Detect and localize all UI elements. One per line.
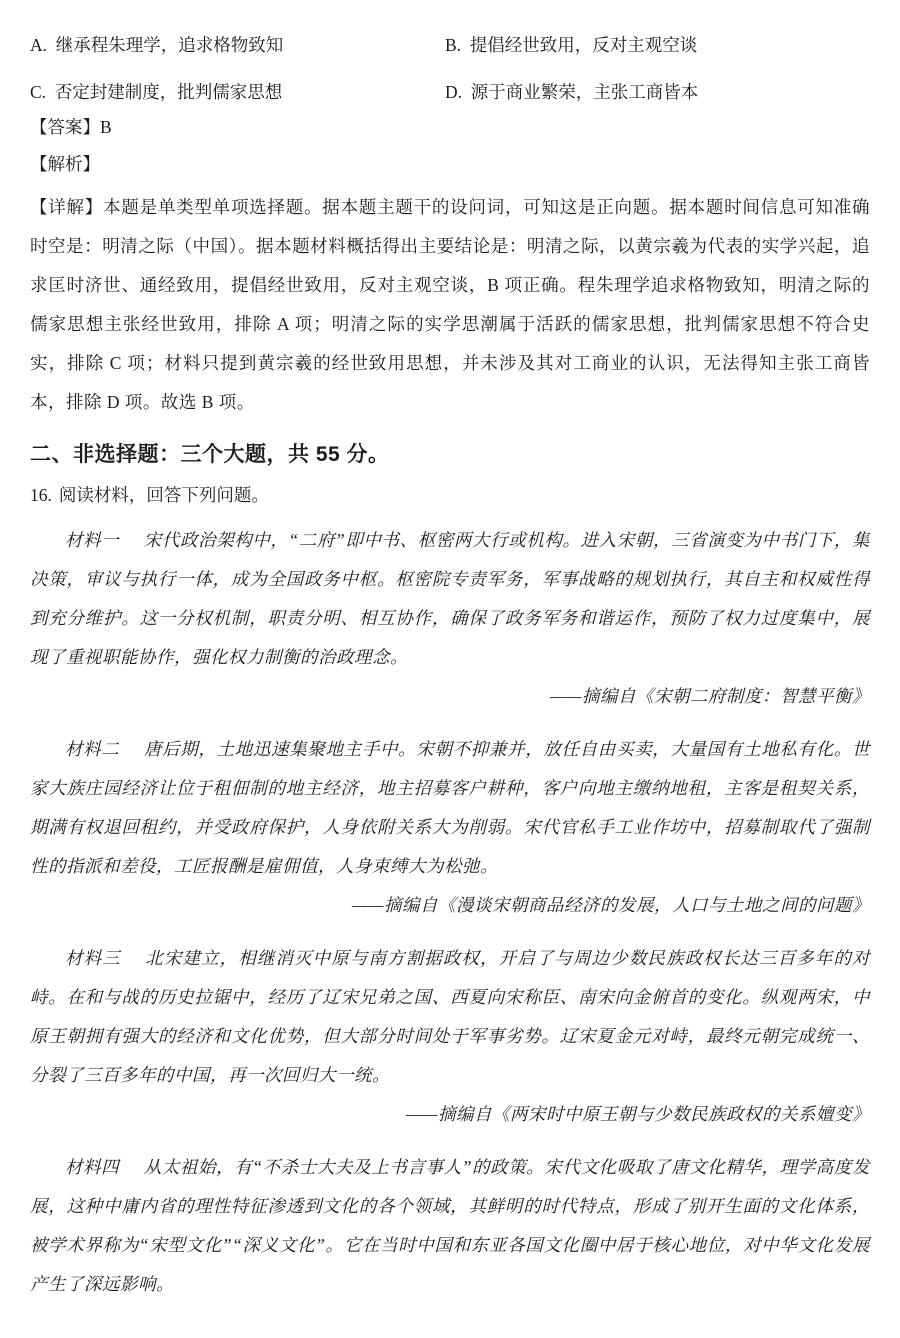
answer-label: 【答案】 (30, 117, 100, 137)
option-d (445, 83, 870, 102)
option-a (30, 36, 445, 55)
option-a-key: A. (30, 35, 48, 55)
question-number: 16. (30, 485, 52, 505)
analysis-label: 【解析】 (30, 154, 100, 174)
option-b-key: B. (445, 35, 462, 55)
material-1-paragraph (30, 521, 870, 677)
material-2-paragraph (30, 730, 870, 886)
question-16-intro (30, 486, 870, 505)
material-4-label: 材料四 (65, 1157, 120, 1177)
material-2-label: 材料二 (65, 739, 120, 759)
detail-text: 本题是单类型单项选择题。据本题主题干的设问词，可知这是正向题。据本题时间信息可知准确时空是：明清之际（中国）。据本题材料概括得出主要结论是：明清之际，以黄宗羲为代表的实学兴起，追求匡时济世、通经致用，提倡经世致用，反对主观空谈，B 项正确。程朱理学追求格物致知，明清之际的儒家思想主张经世致用，排除 A 项；明清之际的实学思潮属于活跃的儒家思想，批判儒家思想不符合史实，排除 C 项；材料只提到黄宗羲的经世致用思想，并未涉及其对工商业的认识，无法得知主张工商皆本，排除 D 项。故选 B 项。 (30, 197, 871, 412)
material-3-source: ——摘编自《两宋时中原王朝与少数民族政权的关系嬗变》 (405, 1104, 870, 1124)
option-c (30, 83, 445, 102)
option-a-text: 继承程朱理学，追求格物致知 (55, 35, 284, 55)
material-1-source: ——摘编自《宋朝二府制度：智慧平衡》 (549, 686, 870, 706)
option-d-key: D. (445, 82, 463, 102)
analysis-line (30, 155, 870, 174)
detail-paragraph (30, 188, 870, 422)
option-c-key: C. (30, 82, 47, 102)
material-3-text: 北宋建立，相继消灭中原与南方割据政权，开启了与周边少数民族政权长达三百多年的对峙。在和与战的历史拉锯中，经历了辽宋兄弟之国、西夏向宋称臣、南宋向金俯首的变化。纵观两宋，中原王朝拥有强大的经济和文化优势，但大部分时间处于军事劣势。辽宋夏金元对峙，最终元朝完成统一、分裂了三百多年的中国，再一次回归大一统。 (30, 948, 871, 1085)
material-1-label: 材料一 (65, 530, 120, 550)
question-intro-text: 阅读材料，回答下列问题。 (58, 485, 269, 505)
material-2-source: ——摘编自《漫谈宋朝商品经济的发展，人口与土地之间的问题》 (351, 895, 870, 915)
option-b (445, 36, 870, 55)
answer-line (30, 118, 870, 137)
material-1-text: 宋代政治架构中，“二府”即中书、枢密两大行或机构。进入宋朝，三省演变为中书门下，集决策，审议与执行一体，成为全国政务中枢。枢密院专责军务，军事战略的规划执行，其自主和权威性得到充分维护。这一分权机制，职责分明、相互协作，确保了政务军务和谐运作，预防了权力过度集中，展现了重视职能协作，强化权力制衡的治政理念。 (30, 530, 870, 667)
material-3-paragraph (30, 939, 870, 1095)
option-d-text: 源于商业繁荣，主张工商皆本 (470, 82, 699, 102)
options-grid (30, 36, 870, 102)
section-heading: 二、非选择题：三个大题，共 55 分。 (30, 443, 390, 466)
option-c-text: 否定封建制度，批判儒家思想 (54, 82, 283, 102)
answer-value: B (100, 117, 112, 137)
material-3-label: 材料三 (65, 948, 121, 968)
material-2-text: 唐后期，土地迅速集聚地主手中。宋朝不抑兼并，放任自由买卖，大量国有土地私有化。世家大族庄园经济让位于租佃制的地主经济，地主招募客户耕种，客户向地主缴纳地租，主客是租契关系，期满有权退回租约，并受政府保护，人身依附关系大为削弱。宋代官私手工业作坊中，招募制取代了强制性的指派和差役，工匠报酬是雇佣值，人身束缚大为松弛。 (30, 739, 871, 876)
detail-label: 【详解】 (30, 197, 104, 217)
material-4-paragraph (30, 1148, 870, 1304)
option-b-text: 提倡经世致用，反对主观空谈 (469, 35, 698, 55)
material-4-text: 从太祖始，有“不杀士大夫及上书言事人”的政策。宋代文化吸取了唐文化精华，理学高度发展，这种中庸内省的理性特征渗透到文化的各个领域，其鲜明的时代特点，形成了别开生面的文化体系，被学术界称为“宋型文化”“深义文化”。它在当时中国和东亚各国文化圈中居于核心地位，对中华文化发展产生了深远影响。 (30, 1157, 870, 1294)
